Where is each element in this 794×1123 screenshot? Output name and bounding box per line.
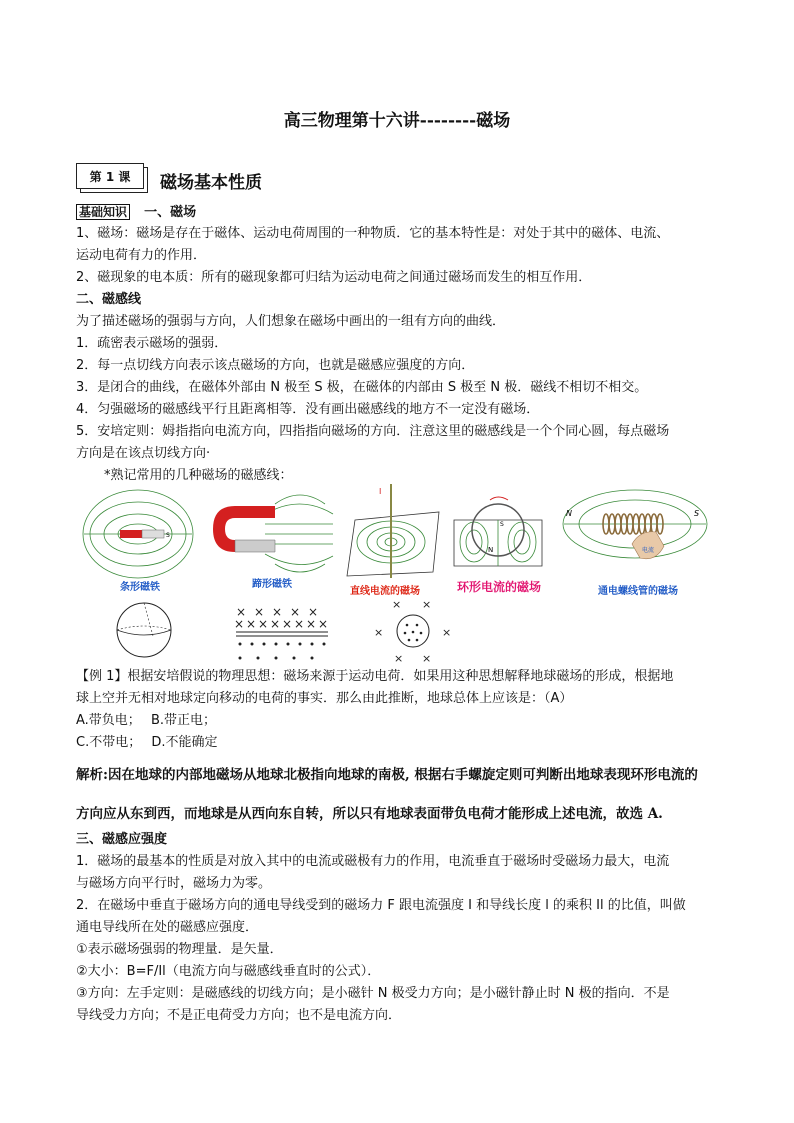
lesson-badge	[76, 163, 144, 189]
loop-current-figure	[452, 490, 544, 576]
sec2-l5b: 方向是在该点切线方向·	[76, 446, 211, 461]
example-q1: 【例 1】根据安培假说的物理思想：磁场来源于运动电荷．如果用这种思想解释地球磁场的形成，根据地	[76, 669, 674, 684]
section3-heading: 三、磁感应强度	[76, 832, 168, 847]
sec3-p1a: 1．磁场的最基本的性质是对放入其中的电流或磁极有力的作用，电流垂直于磁场时受磁场力最大，电流	[76, 854, 670, 869]
section2-heading: 二、磁感线	[76, 292, 142, 307]
lesson-title: 磁场基本性质	[160, 173, 262, 193]
sec2-l2: 2．每一点切线方向表示该点磁场的方向，也就是磁感应强度的方向．	[76, 358, 475, 373]
bar-magnet-figure	[82, 482, 194, 582]
svg-text:×: ×	[282, 617, 293, 631]
caption-horseshoe-magnet: 蹄形磁铁	[252, 579, 292, 590]
example-options-ab	[76, 710, 722, 733]
option-a: A.带负电；	[76, 713, 141, 728]
svg-text:×: ×	[308, 605, 319, 619]
svg-text:×: ×	[422, 652, 432, 664]
solenoid-current-label: 电流	[642, 547, 655, 554]
caption-straight-current: 直线电流的磁场	[350, 586, 420, 597]
lesson-badge-label: 第 1 课	[76, 163, 144, 189]
svg-text:×: ×	[374, 626, 384, 639]
sec1-p1a: 1、磁场：磁场是存在于磁体、运动电荷周围的一种物质．它的基本特性是：对处于其中的磁体、电流、	[76, 226, 670, 241]
sec3-p2a: 2．在磁场中垂直于磁场方向的通电导线受到的磁场力 F 跟电流强度 I 和导线长度 l 的乘积 Il 的比值，叫做	[76, 898, 686, 913]
svg-text:×: ×	[306, 617, 317, 631]
example-options-cd	[76, 732, 722, 755]
sec2-l1: 1．疏密表示磁场的强弱．	[76, 336, 228, 351]
sec3-p1b: 与磁场方向平行时，磁场力为零。	[76, 876, 272, 891]
option-d: D.不能确定	[151, 735, 218, 750]
caption-bar-magnet: 条形磁铁	[120, 582, 160, 593]
svg-text:×: ×	[270, 617, 281, 631]
caption-solenoid: 通电螺线管的磁场	[598, 586, 678, 597]
sec2-l3: 3．是闭合的曲线，在磁体外部由 N 极至 S 极，在磁体的内部由 S 极至 N 极．磁线不相切不相交。	[76, 380, 648, 395]
svg-text:×: ×	[422, 598, 432, 611]
bar-magnet-s-label: S	[166, 532, 170, 539]
svg-text:×: ×	[234, 617, 245, 631]
sec2-note: *熟记常用的几种磁场的磁感线：	[104, 468, 293, 483]
solenoid-figure	[560, 486, 710, 578]
straight-current-figure	[343, 480, 443, 580]
page-title: 高三物理第十六讲--------磁场	[283, 111, 511, 131]
section1-heading: 一、磁场	[144, 205, 197, 220]
option-b: B.带正电；	[150, 713, 217, 728]
parallel-charges-figure	[232, 604, 332, 666]
straight-current-i-label: I	[379, 487, 382, 496]
sec3-c3b: 导线受力方向；不是正电荷受力方向；也不是电流方向．	[76, 1008, 402, 1023]
svg-text:×: ×	[294, 617, 305, 631]
svg-text:×: ×	[258, 617, 269, 631]
sec1-p1b: 运动电荷有力的作用．	[76, 248, 207, 263]
svg-text:×: ×	[236, 605, 247, 619]
sec3-c2: ②大小：B=F/Il（电流方向与磁感线垂直时的公式）．	[76, 964, 381, 979]
sec2-l5a: 5．安培定则：姆指指向电流方向，四指指向磁场的方向．注意这里的磁感线是一个个同心圆，每点磁场	[76, 424, 670, 439]
solenoid-n-label: N	[566, 509, 572, 518]
section1-heading-line	[76, 201, 722, 225]
svg-text:×: ×	[392, 598, 402, 611]
example-q2: 球上空并无相对地球定向移动的电荷的事实．那么由此推断，地球总体上应该是：（A）	[76, 691, 573, 706]
basic-knowledge-badge: 基础知识	[76, 204, 130, 220]
svg-text:×: ×	[394, 652, 404, 664]
sec1-p2: 2、磁现象的电本质：所有的磁现象都可归结为运动电荷之间通过磁场而发生的相互作用．	[76, 270, 592, 285]
svg-text:×: ×	[254, 605, 265, 619]
loop-s-label: S	[500, 521, 504, 528]
analysis-line2: 方向应从东到西，而地球是从西向东自转，所以只有地球表面带负电荷才能形成上述电流，故选 A.	[76, 806, 663, 822]
ring-field-figure	[372, 596, 454, 664]
horseshoe-magnet-figure	[205, 484, 337, 580]
solenoid-s-label: S	[694, 509, 700, 518]
sec3-c1: ①表示磁场强弱的物理量．是矢量．	[76, 942, 283, 957]
svg-text:×: ×	[246, 617, 257, 631]
svg-text:×: ×	[272, 605, 283, 619]
caption-loop-current: 环形电流的磁场	[457, 580, 542, 594]
analysis-line1: 解析:因在地球的内部地磁场从地球北极指向地球的南极, 根据右手螺旋定则可判断出地球表现环形电流的	[76, 767, 698, 783]
svg-text:×: ×	[290, 605, 301, 619]
svg-text:×: ×	[442, 626, 452, 639]
svg-text:×: ×	[318, 617, 329, 631]
option-c: C.不带电；	[76, 735, 142, 750]
earth-sphere-figure	[113, 600, 175, 660]
sec3-c3a: ③方向：左手定则：是磁感线的切线方向；是小磁针 N 极受力方向；是小磁针静止时 N 极的指向．不是	[76, 986, 670, 1001]
sec2-l4: 4．匀强磁场的磁感线平行且距离相等．没有画出磁感线的地方不一定没有磁场．	[76, 402, 540, 417]
loop-n-label: N	[488, 546, 494, 554]
sec3-p2b: 通电导线所在处的磁感应强度．	[76, 920, 259, 935]
sec2-intro: 为了描述磁场的强弱与方向，人们想象在磁场中画出的一组有方向的曲线．	[76, 314, 506, 329]
